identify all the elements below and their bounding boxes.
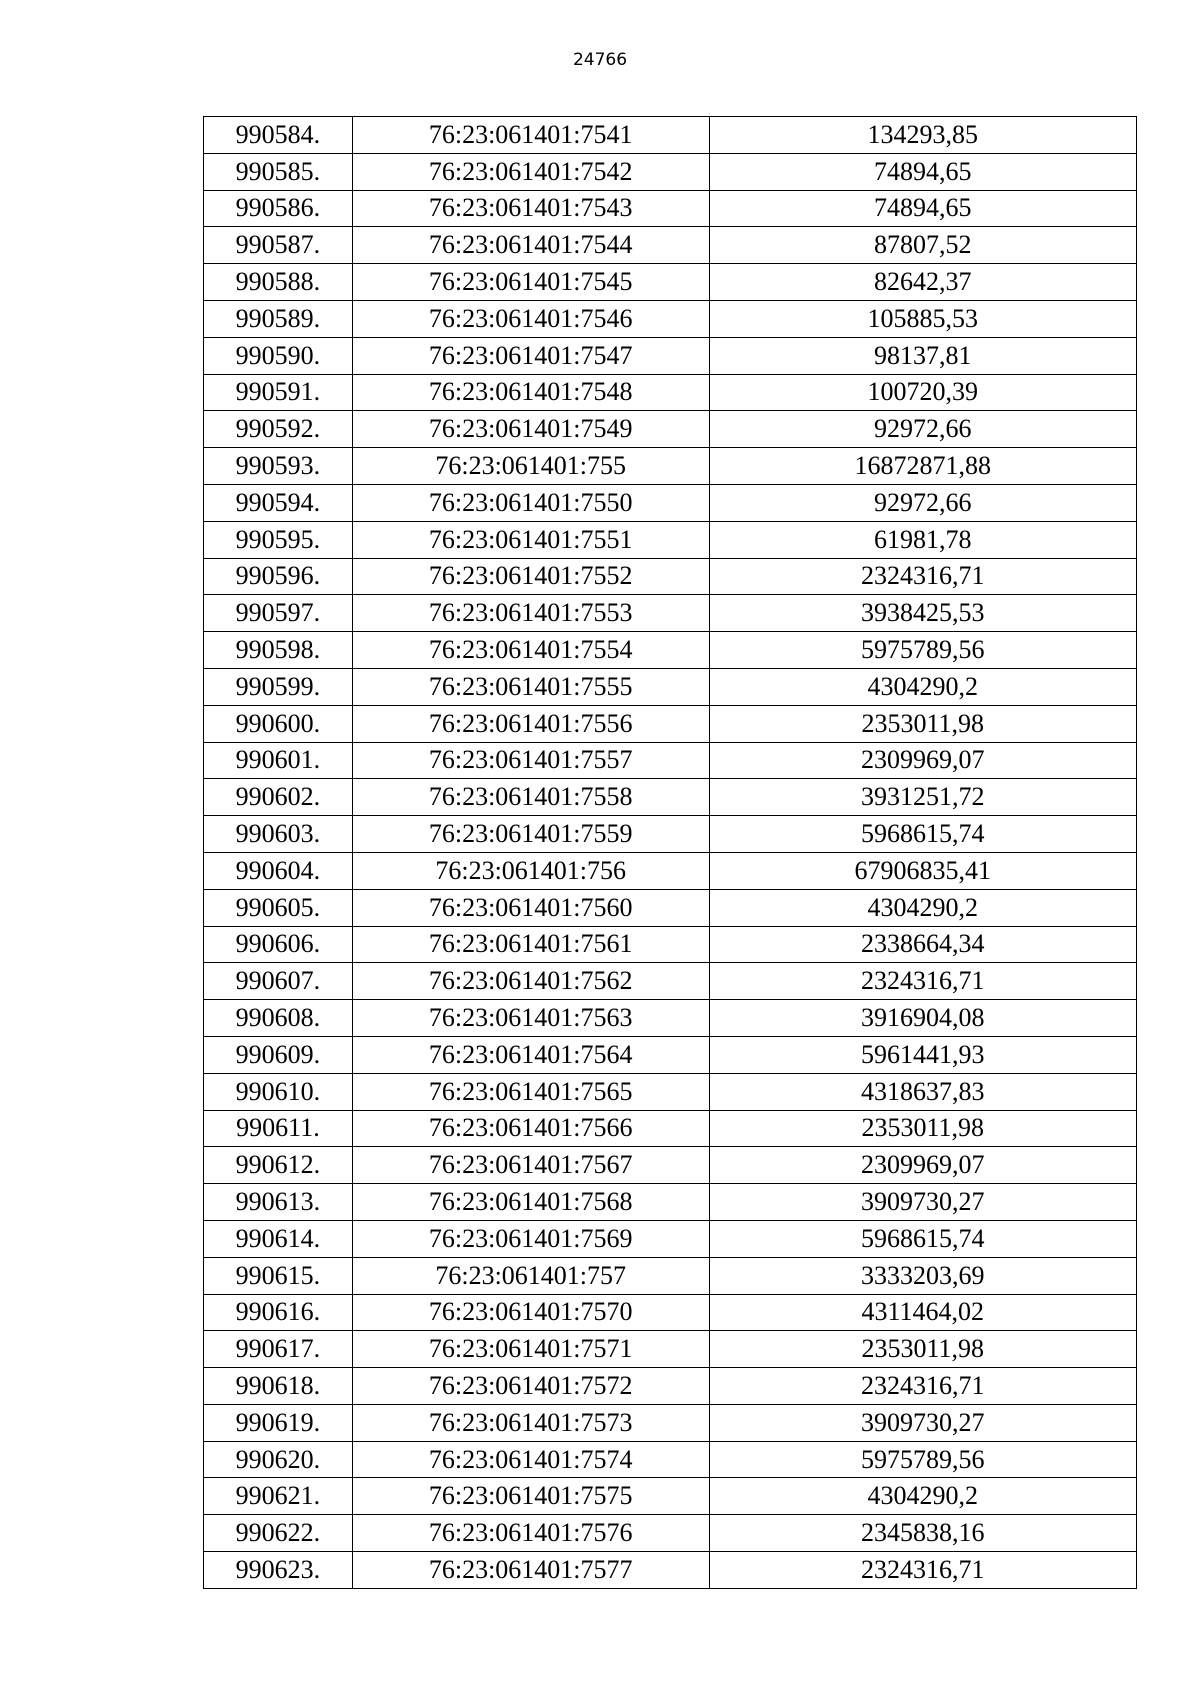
cadastral-value-cell: 2338664,34	[709, 926, 1136, 963]
cadastral-value-cell: 87807,52	[709, 227, 1136, 264]
row-number-cell: 990603.	[204, 816, 353, 853]
table-row	[204, 411, 1137, 448]
cadastral-number-cell: 76:23:061401:7563	[352, 1000, 709, 1037]
row-number-cell: 990588.	[204, 264, 353, 301]
row-number-cell: 990620.	[204, 1441, 353, 1478]
cadastral-number-cell: 76:23:061401:756	[352, 852, 709, 889]
cadastral-value-cell: 4304290,2	[709, 889, 1136, 926]
row-number-cell: 990596.	[204, 558, 353, 595]
cadastral-number-cell: 76:23:061401:7553	[352, 595, 709, 632]
table-row	[204, 1000, 1137, 1037]
cadastral-value-cell: 4304290,2	[709, 1478, 1136, 1515]
table-row	[204, 1404, 1137, 1441]
cadastral-number-cell: 76:23:061401:7572	[352, 1368, 709, 1405]
cadastral-number-cell: 76:23:061401:7568	[352, 1184, 709, 1221]
cadastral-number-cell: 76:23:061401:7573	[352, 1404, 709, 1441]
cadastral-value-cell: 5961441,93	[709, 1036, 1136, 1073]
cadastral-number-cell: 76:23:061401:7543	[352, 190, 709, 227]
cadastral-value-cell: 5975789,56	[709, 632, 1136, 669]
table-row	[204, 926, 1137, 963]
table-row	[204, 558, 1137, 595]
row-number-cell: 990602.	[204, 779, 353, 816]
table-row	[204, 1294, 1137, 1331]
table-row	[204, 117, 1137, 154]
row-number-cell: 990622.	[204, 1515, 353, 1552]
table-row	[204, 1110, 1137, 1147]
cadastral-value-cell: 100720,39	[709, 374, 1136, 411]
table-row	[204, 1441, 1137, 1478]
row-number-cell: 990608.	[204, 1000, 353, 1037]
row-number-cell: 990618.	[204, 1368, 353, 1405]
table-row	[204, 816, 1137, 853]
cadastral-value-cell: 92972,66	[709, 484, 1136, 521]
cadastral-value-cell: 5968615,74	[709, 1220, 1136, 1257]
row-number-cell: 990621.	[204, 1478, 353, 1515]
row-number-cell: 990607.	[204, 963, 353, 1000]
row-number-cell: 990611.	[204, 1110, 353, 1147]
row-number-cell: 990610.	[204, 1073, 353, 1110]
page-number: 24766	[572, 50, 628, 70]
cadastral-number-cell: 76:23:061401:7558	[352, 779, 709, 816]
table-row	[204, 1368, 1137, 1405]
cadastral-number-cell: 76:23:061401:7560	[352, 889, 709, 926]
table-row	[204, 521, 1137, 558]
table-row	[204, 852, 1137, 889]
cadastral-number-cell: 76:23:061401:7550	[352, 484, 709, 521]
row-number-cell: 990590.	[204, 337, 353, 374]
cadastral-value-cell: 2353011,98	[709, 1331, 1136, 1368]
cadastral-number-cell: 76:23:061401:7554	[352, 632, 709, 669]
table-row	[204, 190, 1137, 227]
table-row	[204, 1257, 1137, 1294]
cadastral-number-cell: 76:23:061401:7562	[352, 963, 709, 1000]
cadastral-value-cell: 2324316,71	[709, 1368, 1136, 1405]
cadastral-number-cell: 76:23:061401:7545	[352, 264, 709, 301]
cadastral-value-cell: 3916904,08	[709, 1000, 1136, 1037]
cadastral-value-cell: 2309969,07	[709, 1147, 1136, 1184]
table-row	[204, 1073, 1137, 1110]
cadastral-number-cell: 76:23:061401:7577	[352, 1552, 709, 1589]
row-number-cell: 990619.	[204, 1404, 353, 1441]
row-number-cell: 990595.	[204, 521, 353, 558]
cadastral-value-cell: 74894,65	[709, 190, 1136, 227]
table-row	[204, 337, 1137, 374]
row-number-cell: 990613.	[204, 1184, 353, 1221]
cadastral-value-cell: 4311464,02	[709, 1294, 1136, 1331]
cadastral-value-cell: 74894,65	[709, 153, 1136, 190]
cadastral-number-cell: 76:23:061401:7561	[352, 926, 709, 963]
cadastral-value-cell: 3931251,72	[709, 779, 1136, 816]
table-row	[204, 484, 1137, 521]
cadastral-number-cell: 76:23:061401:7541	[352, 117, 709, 154]
cadastral-number-cell: 76:23:061401:7547	[352, 337, 709, 374]
row-number-cell: 990589.	[204, 300, 353, 337]
row-number-cell: 990604.	[204, 852, 353, 889]
cadastral-value-cell: 2324316,71	[709, 1552, 1136, 1589]
cadastral-number-cell: 76:23:061401:7544	[352, 227, 709, 264]
cadastral-number-cell: 76:23:061401:7574	[352, 1441, 709, 1478]
cadastral-value-cell: 134293,85	[709, 117, 1136, 154]
row-number-cell: 990612.	[204, 1147, 353, 1184]
table-row	[204, 1184, 1137, 1221]
cadastral-value-cell: 5975789,56	[709, 1441, 1136, 1478]
cadastral-value-table	[203, 116, 1137, 1589]
row-number-cell: 990614.	[204, 1220, 353, 1257]
cadastral-number-cell: 76:23:061401:7566	[352, 1110, 709, 1147]
table-row	[204, 1478, 1137, 1515]
row-number-cell: 990591.	[204, 374, 353, 411]
cadastral-value-cell: 2309969,07	[709, 742, 1136, 779]
cadastral-number-cell: 76:23:061401:7546	[352, 300, 709, 337]
cadastral-value-cell: 5968615,74	[709, 816, 1136, 853]
cadastral-value-cell: 2345838,16	[709, 1515, 1136, 1552]
row-number-cell: 990617.	[204, 1331, 353, 1368]
row-number-cell: 990615.	[204, 1257, 353, 1294]
table-row	[204, 1515, 1137, 1552]
table-row	[204, 264, 1137, 301]
row-number-cell: 990593.	[204, 448, 353, 485]
cadastral-value-cell: 82642,37	[709, 264, 1136, 301]
row-number-cell: 990599.	[204, 668, 353, 705]
cadastral-value-cell: 2324316,71	[709, 963, 1136, 1000]
table-row	[204, 742, 1137, 779]
row-number-cell: 990587.	[204, 227, 353, 264]
row-number-cell: 990598.	[204, 632, 353, 669]
cadastral-value-cell: 4304290,2	[709, 668, 1136, 705]
row-number-cell: 990609.	[204, 1036, 353, 1073]
row-number-cell: 990597.	[204, 595, 353, 632]
table-body	[204, 117, 1137, 1589]
cadastral-value-cell: 92972,66	[709, 411, 1136, 448]
cadastral-number-cell: 76:23:061401:7548	[352, 374, 709, 411]
cadastral-value-cell: 3909730,27	[709, 1404, 1136, 1441]
cadastral-number-cell: 76:23:061401:7552	[352, 558, 709, 595]
table-row	[204, 1220, 1137, 1257]
row-number-cell: 990605.	[204, 889, 353, 926]
cadastral-value-cell: 67906835,41	[709, 852, 1136, 889]
row-number-cell: 990594.	[204, 484, 353, 521]
table-row	[204, 1552, 1137, 1589]
cadastral-number-cell: 76:23:061401:7549	[352, 411, 709, 448]
cadastral-number-cell: 76:23:061401:7551	[352, 521, 709, 558]
table-row	[204, 1036, 1137, 1073]
cadastral-number-cell: 76:23:061401:755	[352, 448, 709, 485]
table-row	[204, 705, 1137, 742]
cadastral-value-cell: 4318637,83	[709, 1073, 1136, 1110]
cadastral-number-cell: 76:23:061401:7576	[352, 1515, 709, 1552]
cadastral-value-cell: 3938425,53	[709, 595, 1136, 632]
table-row	[204, 779, 1137, 816]
cadastral-value-cell: 2353011,98	[709, 1110, 1136, 1147]
table-row	[204, 595, 1137, 632]
cadastral-number-cell: 76:23:061401:7575	[352, 1478, 709, 1515]
table-row	[204, 227, 1137, 264]
row-number-cell: 990601.	[204, 742, 353, 779]
cadastral-number-cell: 76:23:061401:7570	[352, 1294, 709, 1331]
cadastral-value-cell: 3909730,27	[709, 1184, 1136, 1221]
row-number-cell: 990600.	[204, 705, 353, 742]
table-row	[204, 153, 1137, 190]
table-row	[204, 1147, 1137, 1184]
row-number-cell: 990585.	[204, 153, 353, 190]
cadastral-number-cell: 76:23:061401:7556	[352, 705, 709, 742]
cadastral-value-cell: 3333203,69	[709, 1257, 1136, 1294]
cadastral-value-cell: 16872871,88	[709, 448, 1136, 485]
row-number-cell: 990623.	[204, 1552, 353, 1589]
table-row	[204, 374, 1137, 411]
cadastral-value-cell: 61981,78	[709, 521, 1136, 558]
table-row	[204, 632, 1137, 669]
cadastral-number-cell: 76:23:061401:7557	[352, 742, 709, 779]
row-number-cell: 990592.	[204, 411, 353, 448]
cadastral-number-cell: 76:23:061401:7567	[352, 1147, 709, 1184]
table-row	[204, 1331, 1137, 1368]
row-number-cell: 990586.	[204, 190, 353, 227]
cadastral-number-cell: 76:23:061401:757	[352, 1257, 709, 1294]
cadastral-number-cell: 76:23:061401:7571	[352, 1331, 709, 1368]
row-number-cell: 990616.	[204, 1294, 353, 1331]
table-row	[204, 889, 1137, 926]
row-number-cell: 990606.	[204, 926, 353, 963]
row-number-cell: 990584.	[204, 117, 353, 154]
table-row	[204, 448, 1137, 485]
cadastral-number-cell: 76:23:061401:7559	[352, 816, 709, 853]
cadastral-value-cell: 2353011,98	[709, 705, 1136, 742]
table-row	[204, 300, 1137, 337]
cadastral-value-cell: 98137,81	[709, 337, 1136, 374]
cadastral-number-cell: 76:23:061401:7542	[352, 153, 709, 190]
cadastral-number-cell: 76:23:061401:7569	[352, 1220, 709, 1257]
table-row	[204, 668, 1137, 705]
cadastral-value-cell: 105885,53	[709, 300, 1136, 337]
cadastral-number-cell: 76:23:061401:7555	[352, 668, 709, 705]
cadastral-number-cell: 76:23:061401:7565	[352, 1073, 709, 1110]
cadastral-value-cell: 2324316,71	[709, 558, 1136, 595]
cadastral-number-cell: 76:23:061401:7564	[352, 1036, 709, 1073]
table-row	[204, 963, 1137, 1000]
